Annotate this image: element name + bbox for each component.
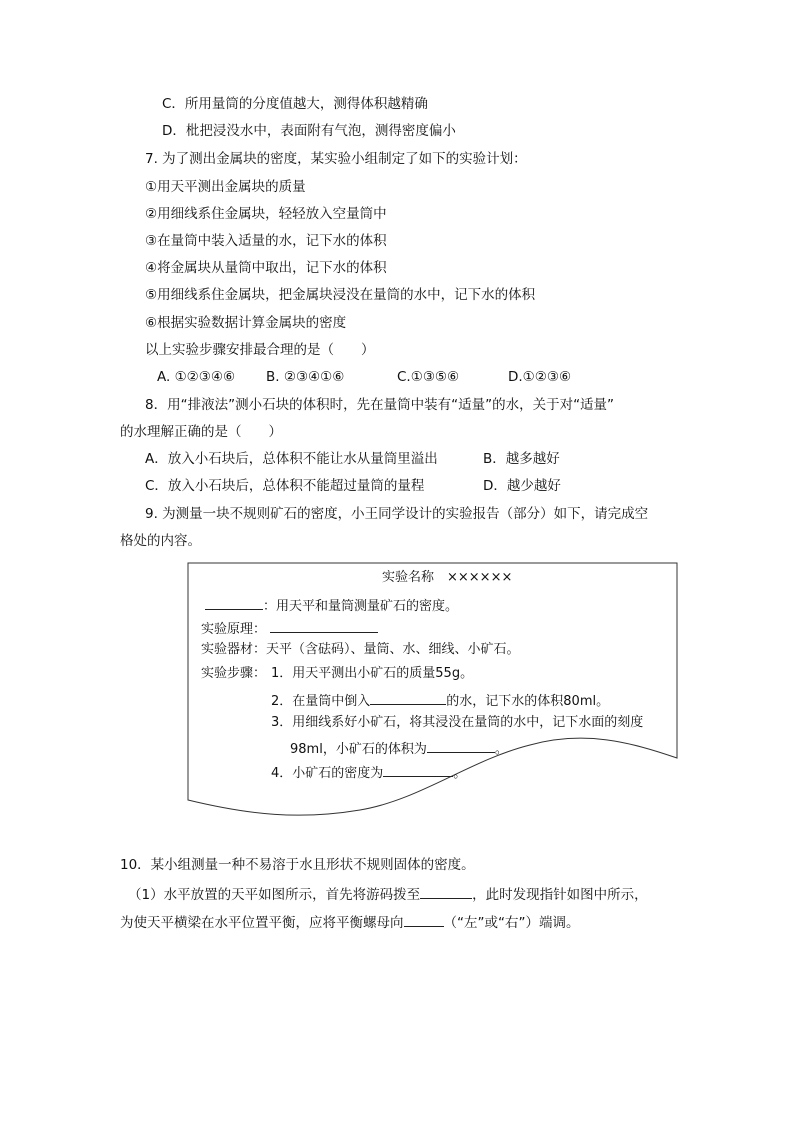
q10-blank-1[interactable] <box>420 884 472 899</box>
q7-option-d: D.①②③⑥ <box>508 369 572 385</box>
q7-step-3: ③在量筒中装入适量的水，记下水的体积 <box>145 233 387 249</box>
q7-step-6: ⑥根据实验数据计算金属块的密度 <box>145 315 347 331</box>
q10-text-b: ，此时发现指针如图中所示， <box>472 887 648 903</box>
step3-text-b: 98ml，小矿石的体积为 <box>290 742 427 757</box>
q8-stem-line1: 8．用“排液法”测小石块的体积时，先在量筒中装有“适量”的水，关于对“适量” <box>145 397 615 413</box>
q10-text-d: （“左”或“右”）端调。 <box>443 915 580 931</box>
step3-text-c: 。 <box>494 742 508 757</box>
q10-text-a: （1）水平放置的天平如图所示，首先将游码拨至 <box>128 887 421 903</box>
report-step-2 <box>271 690 609 708</box>
q7-step-5: ⑤用细线系住金属块，把金属块浸没在量筒的水中，记下水的体积 <box>145 287 536 303</box>
report-step-3-line1: 3．用细线系好小矿石，将其浸没在量筒的水中，记下水面的刻度 <box>271 715 644 730</box>
report-step-4 <box>271 762 466 780</box>
purpose-blank[interactable] <box>205 595 263 610</box>
q7-step-4: ④将金属块从量筒中取出，记下水的体积 <box>145 260 387 276</box>
report-title: 实验名称 ×××××× <box>382 570 513 585</box>
option-c: C．所用量筒的分度值越大，测得体积越精确 <box>162 96 428 112</box>
report-step-3-line2 <box>290 738 508 756</box>
q8-stem-line2: 的水理解正确的是（ ） <box>120 424 282 440</box>
step4-blank[interactable] <box>383 762 453 777</box>
q8-option-a: A．放入小石块后，总体积不能让水从量筒里溢出 <box>145 451 438 467</box>
q10-part1-line1 <box>128 884 648 902</box>
q7-step-2: ②用细线系住金属块，轻轻放入空量筒中 <box>145 206 387 222</box>
step4-text-a: 4．小矿石的密度为 <box>271 766 384 781</box>
report-step-1: 1．用天平测出小矿石的质量55g。 <box>271 666 474 681</box>
principle-blank[interactable] <box>270 618 378 633</box>
q9-stem-line2: 格处的内容。 <box>120 533 201 549</box>
report-purpose-row <box>205 595 458 613</box>
report-steps-label: 实验步骤： <box>201 666 267 681</box>
step3-blank[interactable] <box>427 738 495 753</box>
q10-part1-line2 <box>120 912 579 930</box>
step4-text-b: 。 <box>453 766 467 781</box>
q7-option-b: B. ②③④①⑥ <box>266 369 345 385</box>
report-equipment: 实验器材：天平（含砝码）、量筒、水、细线、小矿石。 <box>201 642 520 657</box>
q7-stem: 7. 为了测出金属块的密度，某实验小组制定了如下的实验计划： <box>145 151 527 167</box>
report-principle-label: 实验原理： <box>201 622 267 637</box>
q10-blank-2[interactable] <box>404 912 444 927</box>
q7-option-a: A. ①②③④⑥ <box>157 369 236 385</box>
q10-text-c: 为使天平横梁在水平位置平衡，应将平衡螺母向 <box>120 915 404 931</box>
q9-stem-line1: 9. 为测量一块不规则矿石的密度，小王同学设计的实验报告（部分）如下，请完成空 <box>145 506 649 522</box>
step2-text-b: 的水，记下水的体积80ml。 <box>446 694 610 709</box>
option-d: D．枇把浸没水中，表面附有气泡，测得密度偏小 <box>162 123 456 139</box>
q8-option-b: B．越多越好 <box>483 451 560 467</box>
q7-option-c: C.①③⑤⑥ <box>397 369 460 385</box>
q8-option-d: D．越少越好 <box>483 478 561 494</box>
step2-text-a: 2．在量筒中倒入 <box>271 694 371 709</box>
q7-ask: 以上实验步骤安排最合理的是（ ） <box>145 342 375 358</box>
q7-step-1: ①用天平测出金属块的质量 <box>145 179 306 195</box>
step2-blank[interactable] <box>370 690 446 705</box>
q10-stem: 10．某小组测量一种不易溶于水且形状不规则固体的密度。 <box>120 857 475 873</box>
report-principle-row <box>201 618 378 636</box>
q8-option-c: C．放入小石块后，总体积不能超过量筒的量程 <box>145 478 425 494</box>
report-purpose: ：用天平和量筒测量矿石的密度。 <box>263 599 459 614</box>
